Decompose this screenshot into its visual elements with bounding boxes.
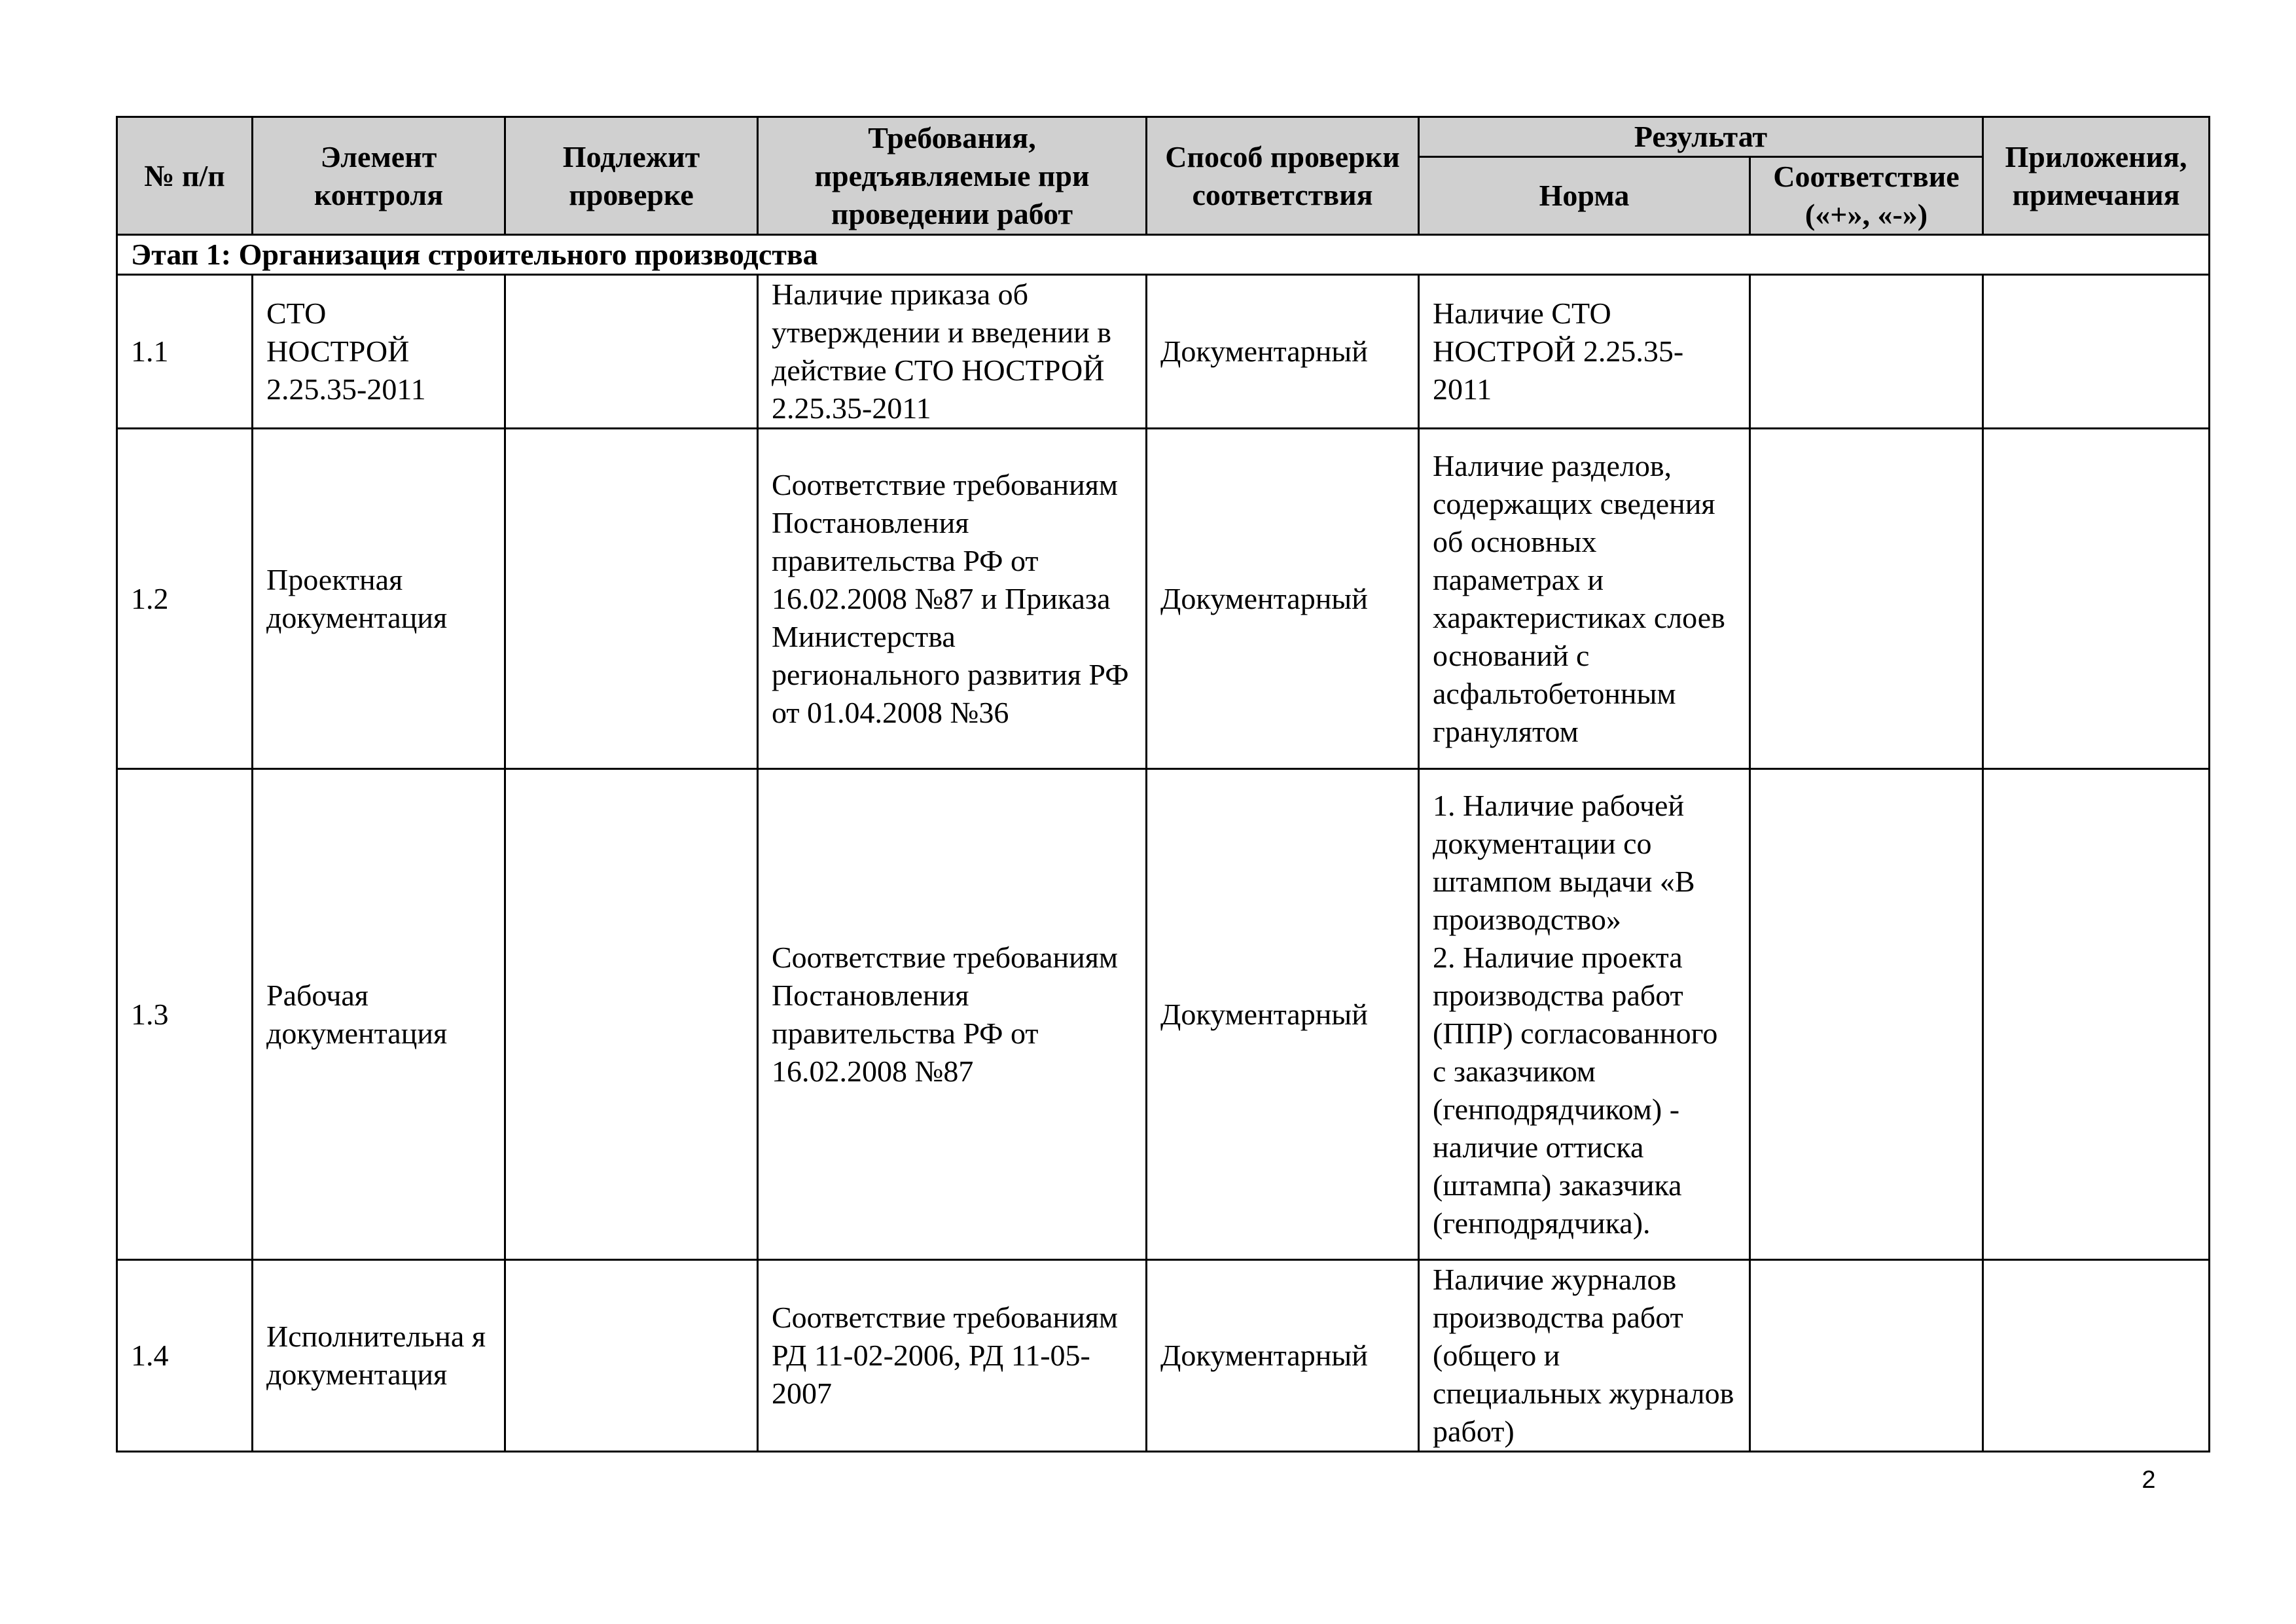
header-norm: Норма [1419, 157, 1750, 235]
table-row [117, 769, 2210, 1260]
page-number: 2 [2142, 1466, 2156, 1494]
row-norm: Наличие СТО НОСТРОЙ 2.25.35-2011 [1419, 275, 1750, 429]
row-method: Документарный [1147, 769, 1419, 1260]
row-element: Проектная документация [253, 429, 505, 769]
row-num: 1.2 [117, 429, 253, 769]
header-requirements: Требования, предъявляемые при проведении работ [758, 117, 1147, 235]
row-element: СТО НОСТРОЙ 2.25.35-2011 [253, 275, 505, 429]
row-element: Исполнительна я документация [253, 1260, 505, 1452]
row-conformity [1750, 1260, 1983, 1452]
row-conformity [1750, 769, 1983, 1260]
table-row [117, 429, 2210, 769]
row-subject [505, 1260, 758, 1452]
row-num: 1.4 [117, 1260, 253, 1452]
row-method: Документарный [1147, 275, 1419, 429]
header-num: № п/п [117, 117, 253, 235]
stage-title: Этап 1: Организация строительного производства [117, 235, 2210, 275]
header-row-top [117, 117, 2210, 157]
row-norm: Наличие разделов, содержащих сведения об основных параметрах и характеристиках слоев оснований с асфальтобетонным гранулятом [1419, 429, 1750, 769]
header-conformity: Соответствие («+», «-») [1750, 157, 1983, 235]
row-method: Документарный [1147, 1260, 1419, 1452]
row-requirements: Наличие приказа об утверждении и введении в действие СТО НОСТРОЙ 2.25.35-2011 [758, 275, 1147, 429]
header-element: Элемент контроля [253, 117, 505, 235]
row-requirements: Соответствие требованиям РД 11-02-2006, РД 11-05-2007 [758, 1260, 1147, 1452]
row-notes [1983, 429, 2210, 769]
table-row [117, 1260, 2210, 1452]
row-num: 1.1 [117, 275, 253, 429]
row-norm: 1. Наличие рабочей документации со штампом выдачи «В производство» 2. Наличие проекта производства работ (ППР) согласованного с заказчиком (генподрядчиком) - наличие оттиска (штампа) заказчика (генподрядчика). [1419, 769, 1750, 1260]
row-notes [1983, 275, 2210, 429]
row-subject [505, 769, 758, 1260]
table-row [117, 275, 2210, 429]
row-conformity [1750, 275, 1983, 429]
control-table [116, 116, 2210, 1453]
header-subject: Подлежит проверке [505, 117, 758, 235]
stage-row [117, 235, 2210, 275]
row-conformity [1750, 429, 1983, 769]
row-element: Рабочая документация [253, 769, 505, 1260]
row-requirements: Соответствие требованиям Постановления правительства РФ от 16.02.2008 №87 [758, 769, 1147, 1260]
row-notes [1983, 1260, 2210, 1452]
row-method: Документарный [1147, 429, 1419, 769]
row-notes [1983, 769, 2210, 1260]
header-method: Способ проверки соответствия [1147, 117, 1419, 235]
header-notes: Приложения, примечания [1983, 117, 2210, 235]
header-result: Результат [1419, 117, 1983, 157]
row-subject [505, 429, 758, 769]
row-subject [505, 275, 758, 429]
row-norm: Наличие журналов производства работ (общего и специальных журналов работ) [1419, 1260, 1750, 1452]
row-num: 1.3 [117, 769, 253, 1260]
row-requirements: Соответствие требованиям Постановления правительства РФ от 16.02.2008 №87 и Приказа Министерства регионального развития РФ от 01.04.2008 №36 [758, 429, 1147, 769]
